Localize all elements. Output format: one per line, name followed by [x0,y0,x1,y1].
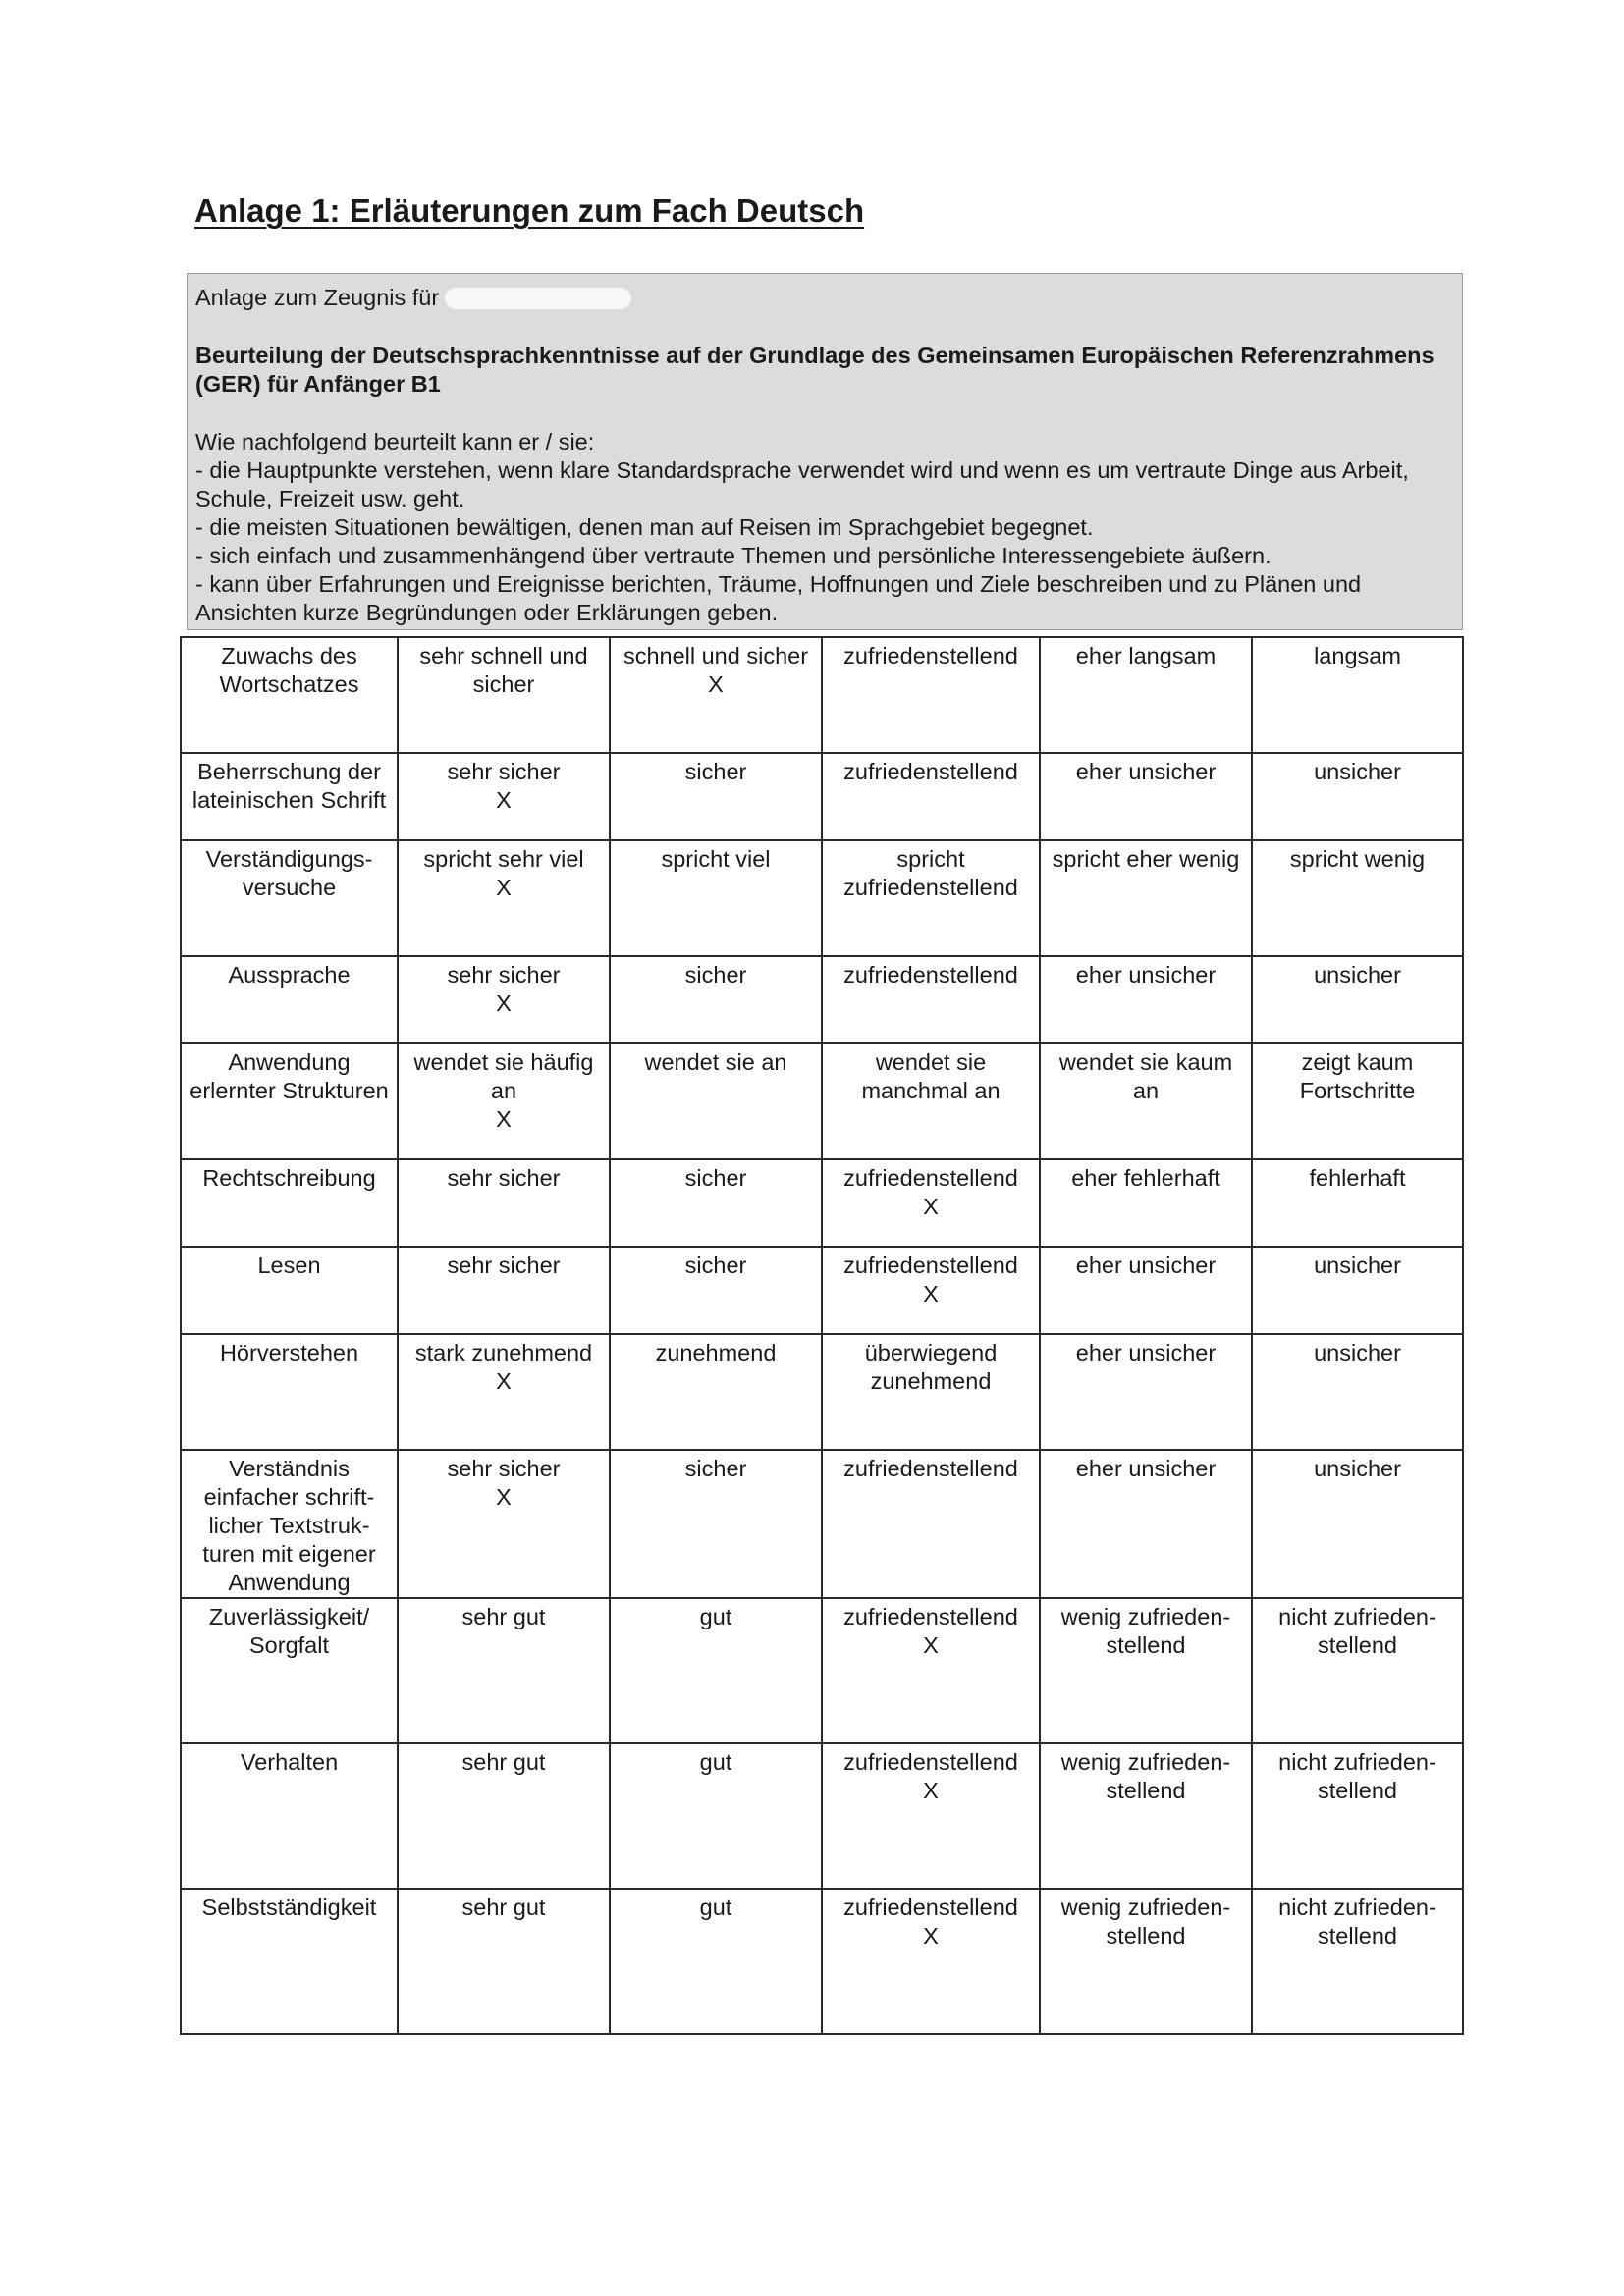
table-row [181,1743,1463,1889]
rating-cell [610,753,822,840]
rating-cell [1040,1598,1252,1743]
rating-cell [610,1247,822,1334]
criterion-cell: Aussprache [181,956,398,1043]
rating-cell [1252,956,1463,1043]
rating-cell [822,1889,1040,2034]
rating-cell [1040,1743,1252,1889]
rating-label: eher unsicher [1075,759,1217,784]
page-title: Anlage 1: Erläuterungen zum Fach Deutsch [194,192,865,229]
rating-label: gut [699,1895,732,1920]
table-row [181,1043,1463,1159]
rating-cell [1040,1043,1252,1159]
selection-mark: X [496,1484,512,1510]
rating-label: schnell und sicher [623,643,809,668]
rating-label: sicher [684,1456,747,1481]
rating-label: unsicher [1314,962,1401,988]
rating-label: sehr sicher [447,1253,561,1278]
rating-label: zufriedenstellend [843,1456,1018,1481]
rating-cell [1252,1450,1463,1598]
rating-cell [822,1043,1040,1159]
selection-mark: X [496,875,512,900]
rating-label: zufriedenstellend [843,1749,1018,1775]
rating-cell [1040,637,1252,753]
criterion-cell: Lesen [181,1247,398,1334]
rating-label: sicher [684,759,747,784]
selection-mark: X [923,1923,939,1949]
selection-mark: X [708,671,724,697]
rating-cell [822,753,1040,840]
rating-cell [398,1043,610,1159]
rating-cell [610,1743,822,1889]
rating-label: nicht zufrieden-stellend [1278,1604,1436,1658]
rating-cell [398,1247,610,1334]
rating-cell [398,753,610,840]
rating-cell [822,1334,1040,1450]
criterion-cell: Hörverstehen [181,1334,398,1450]
rating-cell [1040,956,1252,1043]
recipient-label: Anlage zum Zeugnis für [195,285,440,310]
rating-label: gut [699,1604,732,1629]
recipient-line [195,284,1452,312]
rating-cell [1040,840,1252,956]
rating-label: unsicher [1314,759,1401,784]
criterion-cell: Selbstständigkeit [181,1889,398,2034]
selection-mark: X [496,1368,512,1394]
rating-label: zufriedenstellend [843,643,1018,668]
criterion-cell: Beherrschung der lateinischen Schrift [181,753,398,840]
rating-label: spricht wenig [1289,846,1426,872]
table-row [181,753,1463,840]
rating-cell [610,1889,822,2034]
selection-mark: X [496,1106,512,1132]
selection-mark: X [923,1194,939,1219]
rating-cell [1040,1247,1252,1334]
rating-label: nicht zufrieden-stellend [1278,1895,1436,1949]
rating-label: zunehmend [655,1340,777,1365]
rating-label: zufriedenstellend [843,759,1018,784]
rating-label: sehr gut [461,1604,546,1629]
ability-item: - sich einfach und zusammenhängend über vertraute Themen und persönliche Interessengebiete äußern. [195,543,1272,568]
rating-label: gut [699,1749,732,1775]
criterion-cell: Zuverlässigkeit/ Sorgfalt [181,1598,398,1743]
rating-label: zeigt kaum Fortschritte [1299,1049,1416,1103]
rating-cell [1252,753,1463,840]
rating-label: spricht zufriedenstellend [843,846,1018,900]
ability-item: - die Hauptpunkte verstehen, wenn klare Standardsprache verwendet wird und wenn es um vertraute Dinge aus Arbeit, Schule, Freizeit usw. geht. [195,457,1409,511]
rating-cell [1252,1743,1463,1889]
rating-label: sehr schnell und sicher [419,643,588,697]
rating-label: überwiegend zunehmend [864,1340,998,1394]
rating-cell [610,956,822,1043]
rating-label: eher unsicher [1075,1340,1217,1365]
rating-cell [398,637,610,753]
rating-cell [398,1743,610,1889]
table-row [181,1334,1463,1450]
rating-cell [822,956,1040,1043]
rating-cell [610,1043,822,1159]
intro-box [187,273,1463,630]
rating-cell [398,840,610,956]
rating-cell [398,1889,610,2034]
rating-label: eher fehlerhaft [1071,1165,1220,1191]
criterion-cell: Rechtschreibung [181,1159,398,1247]
rating-cell [822,1159,1040,1247]
rating-label: zufriedenstellend [843,962,1018,988]
rating-label: wendet sie an [644,1049,787,1075]
rating-label: eher langsam [1075,643,1217,668]
selection-mark: X [923,1281,939,1307]
rating-label: spricht eher wenig [1052,846,1240,872]
rating-label: eher unsicher [1075,1456,1217,1481]
selection-mark: X [496,990,512,1016]
rating-label: zufriedenstellend [843,1165,1018,1191]
criterion-cell: Anwendung erlernter Strukturen [181,1043,398,1159]
rating-cell [822,840,1040,956]
selection-mark: X [923,1778,939,1803]
table-row [181,956,1463,1043]
rating-label: sehr sicher [447,1165,561,1191]
rating-cell [1252,1334,1463,1450]
rating-label: wenig zufrieden-stellend [1060,1895,1231,1949]
redacted-name [445,288,631,309]
rating-cell [1252,1598,1463,1743]
assessment-table [180,636,1464,2035]
rating-cell [822,1743,1040,1889]
rating-cell [1040,1334,1252,1450]
rating-label: eher unsicher [1075,1253,1217,1278]
ability-item: - die meisten Situationen bewältigen, denen man auf Reisen im Sprachgebiet begegnet. [195,514,1094,540]
rating-label: spricht viel [661,846,771,872]
rating-label: unsicher [1314,1340,1401,1365]
rating-label: wenig zufrieden-stellend [1060,1749,1231,1803]
rating-cell [822,1450,1040,1598]
table-row [181,1889,1463,2034]
rating-cell [1040,1450,1252,1598]
rating-label: nicht zufrieden-stellend [1278,1749,1436,1803]
table-row [181,1159,1463,1247]
rating-label: wendet sie manchmal an [861,1049,1001,1103]
rating-cell [610,1334,822,1450]
rating-cell [1040,1159,1252,1247]
criterion-cell: Verhalten [181,1743,398,1889]
rating-cell [1252,1889,1463,2034]
rating-label: wendet sie kaum an [1058,1049,1233,1103]
rating-label: stark zunehmend [414,1340,593,1365]
table-row [181,1450,1463,1598]
rating-label: sehr gut [461,1749,546,1775]
rating-label: wenig zufrieden-stellend [1060,1604,1231,1658]
rating-label: eher unsicher [1075,962,1217,988]
rating-cell [610,1159,822,1247]
rating-label: sehr sicher [447,1456,561,1481]
criterion-cell: Zuwachs des Wortschatzes [181,637,398,753]
criterion-cell: Verständigungs-versuche [181,840,398,956]
rating-cell [822,1247,1040,1334]
rating-label: zufriedenstellend [843,1895,1018,1920]
rating-label: unsicher [1314,1253,1401,1278]
rating-label: wendet sie häufig an [413,1049,594,1103]
rating-cell [822,1598,1040,1743]
rating-cell [610,1598,822,1743]
assessment-heading: Beurteilung der Deutschsprachkenntnisse auf der Grundlage des Gemeinsamen Europäischen Referenzrahmens (GER) für Anfänger B1 [195,343,1435,397]
rating-label: zufriedenstellend [843,1604,1018,1629]
rating-cell [1252,1043,1463,1159]
rating-cell [610,637,822,753]
rating-label: fehlerhaft [1309,1165,1406,1191]
rating-label: spricht sehr viel [423,846,584,872]
rating-cell [1252,1159,1463,1247]
rating-label: sehr sicher [447,759,561,784]
rating-cell [1252,637,1463,753]
table-row [181,1598,1463,1743]
rating-cell [398,1159,610,1247]
rating-label: sicher [684,1253,747,1278]
table-row [181,1247,1463,1334]
assessment-lead: Wie nachfolgend beurteilt kann er / sie: [195,429,595,454]
rating-cell [398,1334,610,1450]
selection-mark: X [496,787,512,813]
rating-label: unsicher [1314,1456,1401,1481]
rating-label: sicher [684,1165,747,1191]
rating-cell [610,1450,822,1598]
rating-label: sicher [684,962,747,988]
rating-label: sehr sicher [447,962,561,988]
rating-label: langsam [1314,643,1401,668]
rating-cell [1040,1889,1252,2034]
selection-mark: X [923,1632,939,1658]
rating-cell [822,637,1040,753]
rating-cell [398,1450,610,1598]
rating-label: sehr gut [461,1895,546,1920]
rating-cell [610,840,822,956]
rating-cell [398,1598,610,1743]
rating-cell [398,956,610,1043]
rating-cell [1252,1247,1463,1334]
rating-cell [1252,840,1463,956]
table-row [181,840,1463,956]
rating-label: zufriedenstellend [843,1253,1018,1278]
table-row [181,637,1463,753]
rating-cell [1040,753,1252,840]
ability-item: - kann über Erfahrungen und Ereignisse berichten, Träume, Hoffnungen und Ziele beschreiben und zu Plänen und Ansichten kurze Begründungen oder Erklärungen geben. [195,571,1362,625]
criterion-cell: Verständnis einfacher schrift-licher Textstruk-turen mit eigener Anwendung [181,1450,398,1598]
